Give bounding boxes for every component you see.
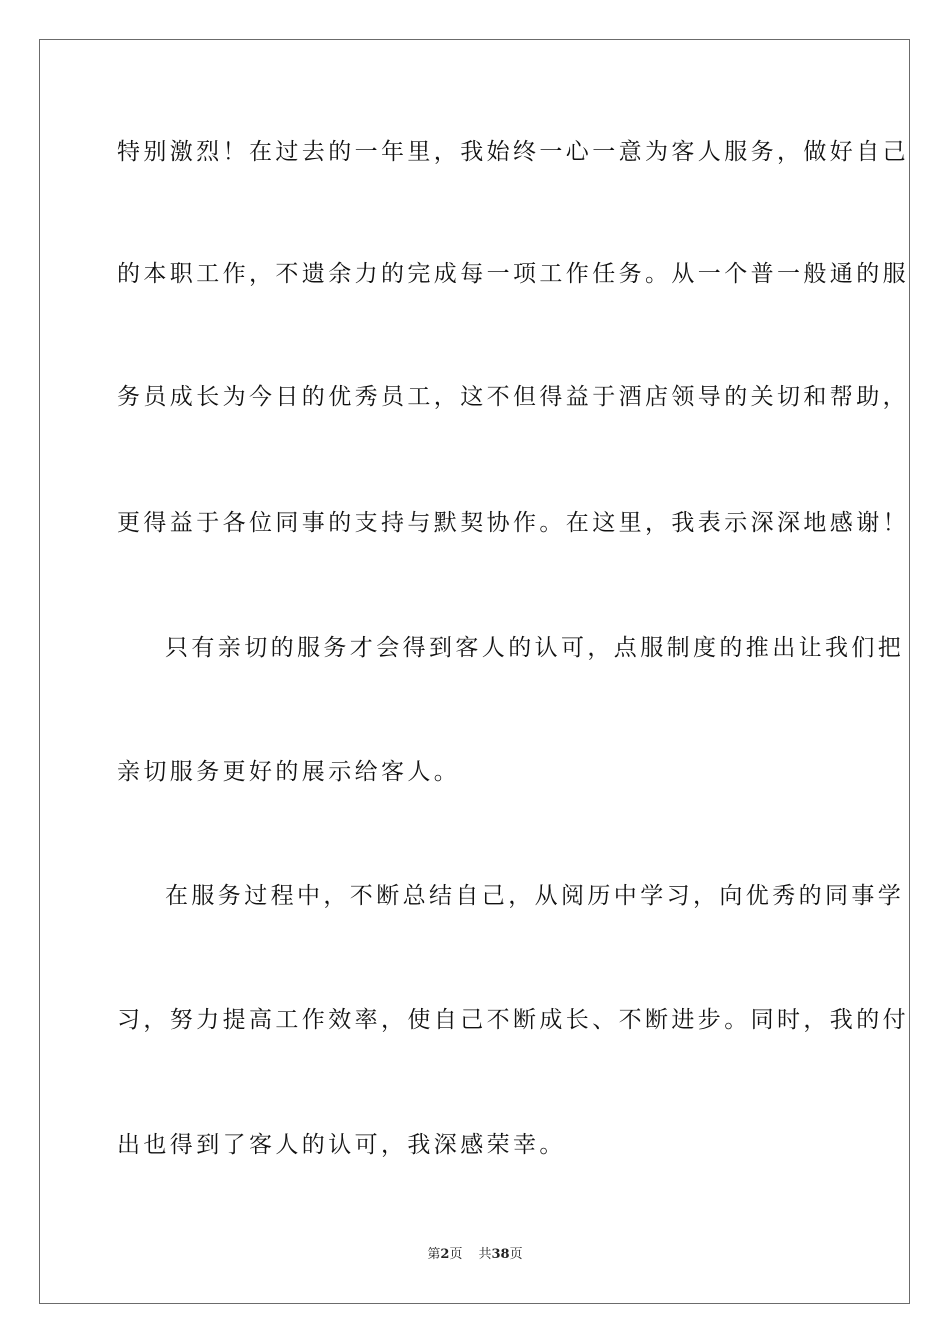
text-line-3: 务员成长为今日的优秀员工，这不但得益于酒店领导的关切和帮助，: [117, 384, 909, 410]
text-line-6: 亲切服务更好的展示给客人。: [117, 759, 461, 785]
footer-page-suffix: 页: [449, 1247, 463, 1262]
footer-total-suffix: 页: [509, 1247, 523, 1262]
text-line-2: 的本职工作，不遗余力的完成每一项工作任务。从一个普一般通的服: [117, 261, 909, 287]
footer-page-prefix: 第: [427, 1247, 441, 1262]
page-footer: [0, 1246, 950, 1264]
text-line-5: 只有亲切的服务才会得到客人的认可，点服制度的推出让我们把: [165, 635, 905, 661]
footer-total-pages: 38: [491, 1247, 510, 1262]
text-line-1: 特别激烈！在过去的一年里，我始终一心一意为客人服务，做好自己: [117, 139, 909, 165]
text-line-7: 在服务过程中，不断总结自己，从阅历中学习，向优秀的同事学: [165, 883, 905, 909]
footer-page-number: 2: [440, 1247, 450, 1262]
footer-total-prefix: 共: [478, 1247, 492, 1262]
text-line-8: 习，努力提高工作效率，使自己不断成长、不断进步。同时，我的付: [117, 1007, 909, 1033]
page-border: [39, 39, 910, 1304]
text-line-4: 更得益于各位同事的支持与默契协作。在这里，我表示深深地感谢！: [117, 510, 909, 536]
text-line-9: 出也得到了客人的认可，我深感荣幸。: [117, 1132, 566, 1158]
